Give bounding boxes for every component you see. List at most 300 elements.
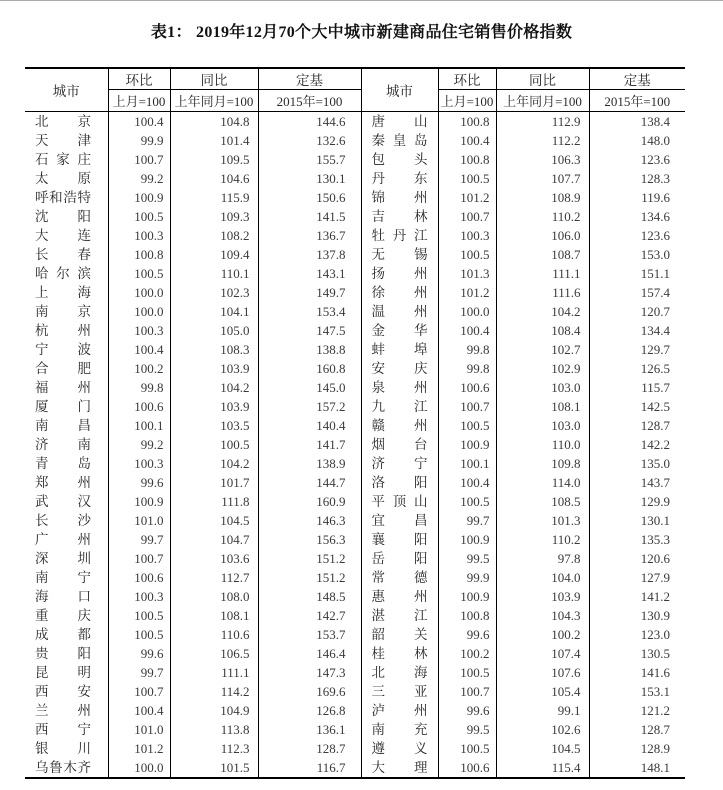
mom-value: 100.8 xyxy=(108,245,170,264)
mom-value: 99.9 xyxy=(438,568,496,587)
fixed-value: 144.6 xyxy=(258,112,361,132)
fixed-value: 141.5 xyxy=(258,207,361,226)
col-header-city-right: 城市 xyxy=(361,68,438,112)
table-row xyxy=(25,739,685,758)
city-name: 太原 xyxy=(35,171,91,186)
table-row xyxy=(25,340,685,359)
mom-value: 100.5 xyxy=(108,606,170,625)
city-cell xyxy=(25,606,108,625)
city-cell xyxy=(361,530,438,549)
mom-value: 101.0 xyxy=(108,720,170,739)
table-row xyxy=(25,264,685,283)
city-name: 惠州 xyxy=(371,589,428,604)
mom-value: 99.8 xyxy=(438,359,496,378)
yoy-value: 107.6 xyxy=(496,663,589,682)
yoy-value: 108.5 xyxy=(496,492,589,511)
fixed-value: 120.7 xyxy=(589,302,685,321)
city-cell xyxy=(25,663,108,682)
city-cell xyxy=(25,682,108,701)
fixed-value: 130.1 xyxy=(589,511,685,530)
city-name: 唐山 xyxy=(371,114,428,129)
table-row xyxy=(25,606,685,625)
city-cell xyxy=(25,302,108,321)
mom-value: 100.8 xyxy=(438,112,496,132)
table-row xyxy=(25,549,685,568)
city-name: 金华 xyxy=(371,323,428,338)
fixed-value: 157.4 xyxy=(589,283,685,302)
yoy-value: 103.0 xyxy=(496,416,589,435)
mom-value: 100.6 xyxy=(108,568,170,587)
col-subheader-mom-base-right: 上月=100 xyxy=(438,90,496,112)
city-name: 丹东 xyxy=(371,171,428,186)
city-cell xyxy=(361,435,438,454)
city-cell xyxy=(25,264,108,283)
yoy-value: 107.7 xyxy=(496,169,589,188)
city-cell xyxy=(25,340,108,359)
yoy-value: 106.3 xyxy=(496,150,589,169)
city-name: 银川 xyxy=(35,741,91,756)
fixed-value: 147.3 xyxy=(258,663,361,682)
table-row xyxy=(25,283,685,302)
mom-value: 100.5 xyxy=(108,264,170,283)
fixed-value: 120.6 xyxy=(589,549,685,568)
fixed-value: 141.6 xyxy=(589,663,685,682)
yoy-value: 101.3 xyxy=(496,511,589,530)
yoy-value: 101.7 xyxy=(170,473,258,492)
yoy-value: 108.9 xyxy=(496,188,589,207)
mom-value: 100.3 xyxy=(108,454,170,473)
mom-value: 99.9 xyxy=(108,131,170,150)
mom-value: 100.0 xyxy=(108,302,170,321)
city-cell xyxy=(25,530,108,549)
city-name: 青岛 xyxy=(35,456,91,471)
fixed-value: 126.8 xyxy=(258,701,361,720)
mom-value: 100.4 xyxy=(438,321,496,340)
city-cell xyxy=(25,207,108,226)
mom-value: 100.5 xyxy=(438,416,496,435)
mom-value: 100.9 xyxy=(438,435,496,454)
mom-value: 100.0 xyxy=(108,758,170,778)
city-cell xyxy=(361,416,438,435)
city-cell xyxy=(25,378,108,397)
mom-value: 100.3 xyxy=(438,226,496,245)
yoy-value: 108.7 xyxy=(496,245,589,264)
city-name: 桂林 xyxy=(371,646,428,661)
mom-value: 100.5 xyxy=(438,739,496,758)
city-name: 平顶山 xyxy=(371,494,428,509)
table-row xyxy=(25,473,685,492)
city-name: 兰州 xyxy=(35,703,91,718)
city-name: 南昌 xyxy=(35,418,91,433)
yoy-value: 108.1 xyxy=(496,397,589,416)
table-row xyxy=(25,378,685,397)
city-cell xyxy=(25,758,108,778)
yoy-value: 101.5 xyxy=(170,758,258,778)
fixed-value: 151.1 xyxy=(589,264,685,283)
fixed-value: 169.6 xyxy=(258,682,361,701)
city-cell xyxy=(25,359,108,378)
mom-value: 100.5 xyxy=(108,207,170,226)
yoy-value: 107.4 xyxy=(496,644,589,663)
yoy-value: 112.9 xyxy=(496,112,589,132)
fixed-value: 121.2 xyxy=(589,701,685,720)
mom-value: 100.4 xyxy=(108,340,170,359)
city-name: 西安 xyxy=(35,684,91,699)
yoy-value: 110.6 xyxy=(170,625,258,644)
yoy-value: 104.5 xyxy=(170,511,258,530)
city-name: 泸州 xyxy=(371,703,428,718)
mom-value: 100.5 xyxy=(438,492,496,511)
table-row xyxy=(25,663,685,682)
city-name: 济南 xyxy=(35,437,91,452)
fixed-value: 153.4 xyxy=(258,302,361,321)
city-name: 西宁 xyxy=(35,722,91,737)
mom-value: 99.7 xyxy=(108,530,170,549)
city-name: 沈阳 xyxy=(35,209,91,224)
city-cell xyxy=(361,644,438,663)
city-cell xyxy=(25,511,108,530)
yoy-value: 102.9 xyxy=(496,359,589,378)
city-cell xyxy=(361,226,438,245)
fixed-value: 142.2 xyxy=(589,435,685,454)
mom-value: 100.4 xyxy=(438,473,496,492)
table-header xyxy=(25,68,685,112)
city-cell xyxy=(25,245,108,264)
yoy-value: 115.9 xyxy=(170,188,258,207)
fixed-value: 132.6 xyxy=(258,131,361,150)
mom-value: 100.8 xyxy=(438,606,496,625)
city-name: 成都 xyxy=(35,627,91,642)
fixed-value: 148.5 xyxy=(258,587,361,606)
mom-value: 100.0 xyxy=(438,302,496,321)
yoy-value: 110.2 xyxy=(496,530,589,549)
mom-value: 99.7 xyxy=(438,511,496,530)
city-name: 锦州 xyxy=(371,190,428,205)
city-cell xyxy=(25,150,108,169)
fixed-value: 130.5 xyxy=(589,644,685,663)
yoy-value: 108.3 xyxy=(170,340,258,359)
city-cell xyxy=(361,302,438,321)
city-cell xyxy=(25,454,108,473)
table-row xyxy=(25,435,685,454)
city-cell xyxy=(361,188,438,207)
table-row xyxy=(25,169,685,188)
yoy-value: 109.5 xyxy=(170,150,258,169)
table-row xyxy=(25,587,685,606)
yoy-value: 101.4 xyxy=(170,131,258,150)
mom-value: 100.9 xyxy=(438,530,496,549)
yoy-value: 99.1 xyxy=(496,701,589,720)
city-name: 乌鲁木齐 xyxy=(35,760,91,775)
mom-value: 100.7 xyxy=(438,682,496,701)
city-name: 深圳 xyxy=(35,551,91,566)
yoy-value: 100.2 xyxy=(496,625,589,644)
mom-value: 100.2 xyxy=(108,359,170,378)
yoy-value: 111.1 xyxy=(170,663,258,682)
page-title: 表1： 2019年12月70个大中城市新建商品住宅销售价格指数 xyxy=(150,24,573,41)
fixed-value: 128.7 xyxy=(589,720,685,739)
fixed-value: 148.0 xyxy=(589,131,685,150)
city-name: 赣州 xyxy=(371,418,428,433)
city-cell xyxy=(361,568,438,587)
table-row xyxy=(25,720,685,739)
yoy-value: 100.5 xyxy=(170,435,258,454)
city-name: 石家庄 xyxy=(35,152,91,167)
fixed-value: 116.7 xyxy=(258,758,361,778)
city-name: 广州 xyxy=(35,532,91,547)
fixed-value: 151.2 xyxy=(258,568,361,587)
fixed-value: 138.9 xyxy=(258,454,361,473)
yoy-value: 105.0 xyxy=(170,321,258,340)
city-cell xyxy=(361,397,438,416)
table-row xyxy=(25,359,685,378)
city-cell xyxy=(25,701,108,720)
table-row xyxy=(25,207,685,226)
table-row xyxy=(25,568,685,587)
city-cell xyxy=(361,587,438,606)
mom-value: 100.4 xyxy=(438,131,496,150)
mom-value: 101.3 xyxy=(438,264,496,283)
city-name: 海口 xyxy=(35,589,91,604)
yoy-value: 103.9 xyxy=(496,587,589,606)
fixed-value: 128.3 xyxy=(589,169,685,188)
fixed-value: 153.0 xyxy=(589,245,685,264)
city-cell xyxy=(361,511,438,530)
fixed-value: 123.6 xyxy=(589,150,685,169)
city-cell xyxy=(25,169,108,188)
fixed-value: 115.7 xyxy=(589,378,685,397)
yoy-value: 104.3 xyxy=(496,606,589,625)
city-name: 三亚 xyxy=(371,684,428,699)
city-cell xyxy=(361,606,438,625)
yoy-value: 112.3 xyxy=(170,739,258,758)
city-cell xyxy=(361,663,438,682)
mom-value: 99.6 xyxy=(108,473,170,492)
city-cell xyxy=(25,587,108,606)
mom-value: 100.7 xyxy=(438,397,496,416)
city-name: 厦门 xyxy=(35,399,91,414)
yoy-value: 106.5 xyxy=(170,644,258,663)
yoy-value: 103.5 xyxy=(170,416,258,435)
mom-value: 100.4 xyxy=(108,701,170,720)
city-cell xyxy=(361,150,438,169)
city-cell xyxy=(361,739,438,758)
yoy-value: 103.6 xyxy=(170,549,258,568)
price-index-table xyxy=(25,67,685,779)
city-cell xyxy=(361,682,438,701)
yoy-value: 103.0 xyxy=(496,378,589,397)
yoy-value: 114.0 xyxy=(496,473,589,492)
yoy-value: 102.6 xyxy=(496,720,589,739)
fixed-value: 127.9 xyxy=(589,568,685,587)
fixed-value: 123.6 xyxy=(589,226,685,245)
city-name: 天津 xyxy=(35,133,91,148)
yoy-value: 102.7 xyxy=(496,340,589,359)
city-cell xyxy=(361,701,438,720)
fixed-value: 129.7 xyxy=(589,340,685,359)
city-name: 杭州 xyxy=(35,323,91,338)
fixed-value: 140.4 xyxy=(258,416,361,435)
yoy-value: 102.3 xyxy=(170,283,258,302)
city-name: 福州 xyxy=(35,380,91,395)
fixed-value: 123.0 xyxy=(589,625,685,644)
yoy-value: 104.8 xyxy=(170,112,258,132)
fixed-value: 128.9 xyxy=(589,739,685,758)
yoy-value: 104.7 xyxy=(170,530,258,549)
city-cell xyxy=(361,264,438,283)
fixed-value: 134.6 xyxy=(589,207,685,226)
city-name: 郑州 xyxy=(35,475,91,490)
city-cell xyxy=(361,245,438,264)
city-name: 洛阳 xyxy=(371,475,428,490)
city-cell xyxy=(361,454,438,473)
yoy-value: 105.4 xyxy=(496,682,589,701)
col-subheader-fixed-base-right: 2015年=100 xyxy=(589,90,685,112)
city-name: 烟台 xyxy=(371,437,428,452)
city-cell xyxy=(25,739,108,758)
fixed-value: 128.7 xyxy=(589,416,685,435)
city-name: 包头 xyxy=(371,152,428,167)
table-row xyxy=(25,416,685,435)
city-cell xyxy=(361,473,438,492)
mom-value: 100.1 xyxy=(438,454,496,473)
city-cell xyxy=(361,340,438,359)
fixed-value: 150.6 xyxy=(258,188,361,207)
city-name: 昆明 xyxy=(35,665,91,680)
city-cell xyxy=(25,625,108,644)
city-name: 北海 xyxy=(371,665,428,680)
fixed-value: 136.7 xyxy=(258,226,361,245)
city-cell xyxy=(361,131,438,150)
fixed-value: 128.7 xyxy=(258,739,361,758)
yoy-value: 112.2 xyxy=(496,131,589,150)
mom-value: 100.6 xyxy=(438,378,496,397)
city-cell xyxy=(25,283,108,302)
city-cell xyxy=(361,112,438,132)
yoy-value: 112.7 xyxy=(170,568,258,587)
city-name: 济宁 xyxy=(371,456,428,471)
mom-value: 99.6 xyxy=(438,625,496,644)
yoy-value: 104.5 xyxy=(496,739,589,758)
city-cell xyxy=(361,359,438,378)
fixed-value: 134.4 xyxy=(589,321,685,340)
fixed-value: 129.9 xyxy=(589,492,685,511)
fixed-value: 141.7 xyxy=(258,435,361,454)
city-cell xyxy=(361,625,438,644)
fixed-value: 145.0 xyxy=(258,378,361,397)
fixed-value: 138.8 xyxy=(258,340,361,359)
mom-value: 99.5 xyxy=(438,720,496,739)
city-name: 武汉 xyxy=(35,494,91,509)
city-cell xyxy=(25,720,108,739)
mom-value: 100.5 xyxy=(438,245,496,264)
city-cell xyxy=(361,283,438,302)
yoy-value: 104.9 xyxy=(170,701,258,720)
yoy-value: 110.0 xyxy=(496,435,589,454)
mom-value: 100.7 xyxy=(108,549,170,568)
city-name: 重庆 xyxy=(35,608,91,623)
mom-value: 100.6 xyxy=(108,397,170,416)
table-row xyxy=(25,644,685,663)
mom-value: 100.6 xyxy=(438,758,496,778)
city-name: 湛江 xyxy=(371,608,428,623)
city-cell xyxy=(361,169,438,188)
yoy-value: 114.2 xyxy=(170,682,258,701)
col-subheader-fixed-base-left: 2015年=100 xyxy=(258,90,361,112)
table-body xyxy=(25,112,685,779)
fixed-value: 146.4 xyxy=(258,644,361,663)
city-name: 泉州 xyxy=(371,380,428,395)
fixed-value: 155.7 xyxy=(258,150,361,169)
mom-value: 100.5 xyxy=(438,169,496,188)
fixed-value: 138.4 xyxy=(589,112,685,132)
yoy-value: 109.3 xyxy=(170,207,258,226)
city-name: 吉林 xyxy=(371,209,428,224)
city-cell xyxy=(361,492,438,511)
yoy-value: 106.0 xyxy=(496,226,589,245)
mom-value: 99.8 xyxy=(438,340,496,359)
city-cell xyxy=(361,758,438,778)
fixed-value: 143.1 xyxy=(258,264,361,283)
yoy-value: 109.8 xyxy=(496,454,589,473)
city-cell xyxy=(25,226,108,245)
city-name: 北京 xyxy=(35,114,91,129)
yoy-value: 108.4 xyxy=(496,321,589,340)
col-header-fixed-left: 定基 xyxy=(258,68,361,90)
mom-value: 100.3 xyxy=(108,321,170,340)
mom-value: 101.2 xyxy=(108,739,170,758)
fixed-value: 135.3 xyxy=(589,530,685,549)
window-top-edge xyxy=(0,0,723,1)
table-row xyxy=(25,302,685,321)
table-row xyxy=(25,682,685,701)
fixed-value: 130.9 xyxy=(589,606,685,625)
fixed-value: 143.7 xyxy=(589,473,685,492)
fixed-value: 142.5 xyxy=(589,397,685,416)
mom-value: 99.6 xyxy=(108,644,170,663)
city-cell xyxy=(25,188,108,207)
city-name: 合肥 xyxy=(35,361,91,376)
table-row xyxy=(25,530,685,549)
table-row xyxy=(25,131,685,150)
city-cell xyxy=(25,112,108,132)
mom-value: 101.2 xyxy=(438,283,496,302)
mom-value: 101.0 xyxy=(108,511,170,530)
city-cell xyxy=(25,473,108,492)
yoy-value: 110.1 xyxy=(170,264,258,283)
city-name: 无锡 xyxy=(371,247,428,262)
city-name: 韶关 xyxy=(371,627,428,642)
city-cell xyxy=(361,549,438,568)
city-name: 九江 xyxy=(371,399,428,414)
city-cell xyxy=(361,720,438,739)
mom-value: 100.5 xyxy=(438,663,496,682)
city-name: 南充 xyxy=(371,722,428,737)
city-name: 襄阳 xyxy=(371,532,428,547)
yoy-value: 115.4 xyxy=(496,758,589,778)
city-cell xyxy=(25,131,108,150)
table-row xyxy=(25,758,685,778)
city-cell xyxy=(25,321,108,340)
mom-value: 100.5 xyxy=(108,625,170,644)
yoy-value: 111.1 xyxy=(496,264,589,283)
col-header-fixed-right: 定基 xyxy=(589,68,685,90)
fixed-value: 147.5 xyxy=(258,321,361,340)
city-name: 温州 xyxy=(371,304,428,319)
yoy-value: 103.9 xyxy=(170,397,258,416)
yoy-value: 108.1 xyxy=(170,606,258,625)
table-row xyxy=(25,150,685,169)
